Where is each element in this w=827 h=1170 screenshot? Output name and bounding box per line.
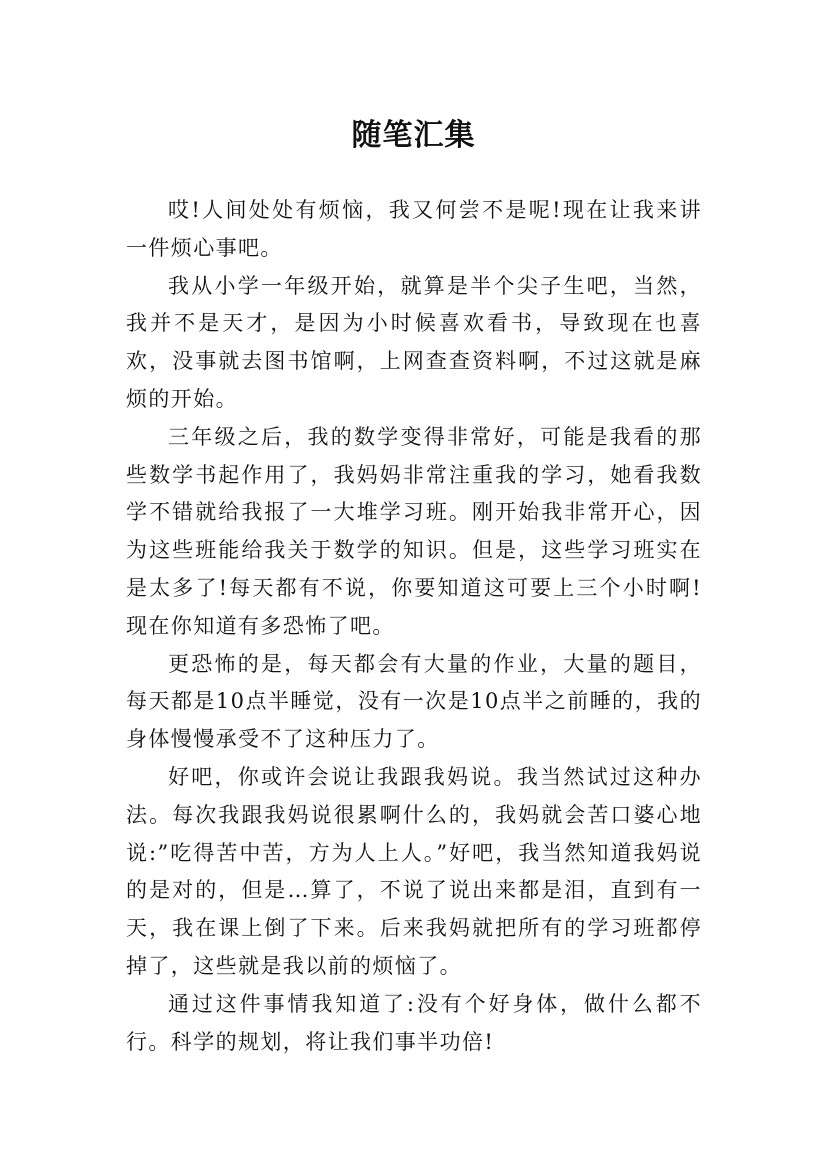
document-title: 随笔汇集: [351, 118, 476, 154]
paragraph-4: 更恐怖的是，每天都会有大量的作业，大量的题目，每天都是10点半睡觉，没有一次是10点半之前睡的，我的身体慢慢承受不了这种压力了。: [126, 651, 702, 752]
paragraph-5: 好吧，你或许会说让我跟我妈说。我当然试过这种办法。每次我跟我妈说很累啊什么的，我妈就会苦口婆心地说:”吃得苦中苦，方为人上人。”好吧，我当然知道我妈说的是对的，但是…算了，不说了说出来都是泪，直到有一天，我在课上倒了下来。后来我妈就把所有的学习班都停掉了，这些就是我以前的烦恼了。: [126, 764, 702, 978]
paragraph-3: 三年级之后，我的数学变得非常好，可能是我看的那些数学书起作用了，我妈妈非常注重我的学习，她看我数学不错就给我报了一大堆学习班。刚开始我非常开心，因为这些班能给我关于数学的知识。但是，这些学习班实在是太多了!每天都有不说，你要知道这可要上三个小时啊!现在你知道有多恐怖了吧。: [126, 424, 702, 638]
paragraph-2: 我从小学一年级开始，就算是半个尖子生吧，当然，我并不是天才，是因为小时候喜欢看书，导致现在也喜欢，没事就去图书馆啊，上网查查资料啊，不过这就是麻烦的开始。: [126, 273, 702, 411]
paragraph-6: 通过这件事情我知道了:没有个好身体，做什么都不行。科学的规划，将让我们事半功倍!: [126, 991, 702, 1054]
paragraph-1: 哎!人间处处有烦恼，我又何尝不是呢!现在让我来讲一件烦心事吧。: [126, 198, 702, 260]
document-body: [126, 192, 702, 1061]
